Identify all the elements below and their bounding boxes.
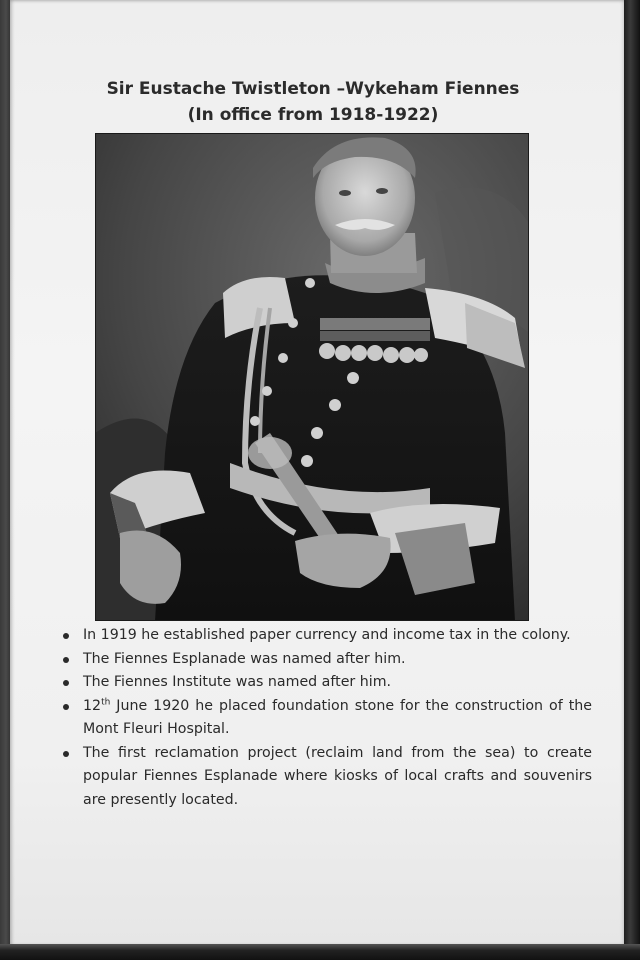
frame-bottom-edge [0, 944, 640, 960]
list-item [58, 648, 592, 672]
bullet-icon [63, 704, 69, 710]
list-item [58, 742, 592, 813]
bullet-icon [63, 657, 69, 663]
list-item-text: June 1920 he placed foundation stone for the construction of the Mont Fleuri Hospital. [83, 697, 592, 737]
list-item-text: In 1919 he established paper currency and income tax in the colony. [83, 627, 571, 643]
date-ordinal-suffix: th [101, 696, 111, 707]
bullet-icon [63, 633, 69, 639]
list-item-text: The Fiennes Institute was named after him. [83, 674, 392, 690]
list-item-text: The Fiennes Esplanade was named after him. [83, 650, 406, 667]
list-item [58, 624, 592, 648]
facts-list [58, 624, 592, 812]
frame-right-edge [624, 0, 640, 960]
list-item [58, 671, 592, 695]
page-title: Sir Eustache Twistleton –Wykeham Fiennes [106, 79, 520, 99]
bullet-icon [63, 751, 69, 757]
date-day: 12 [83, 697, 102, 714]
list-item-text: The first reclamation project (reclaim land from the sea) to create popular Fiennes Esplanade where kiosks of local crafts and souvenirs are presently located. [83, 744, 592, 808]
page-subtitle: (In office from 1918-1922) [187, 105, 439, 125]
list-item [58, 695, 592, 742]
bullet-icon [63, 680, 69, 686]
portrait-photo [95, 133, 529, 621]
